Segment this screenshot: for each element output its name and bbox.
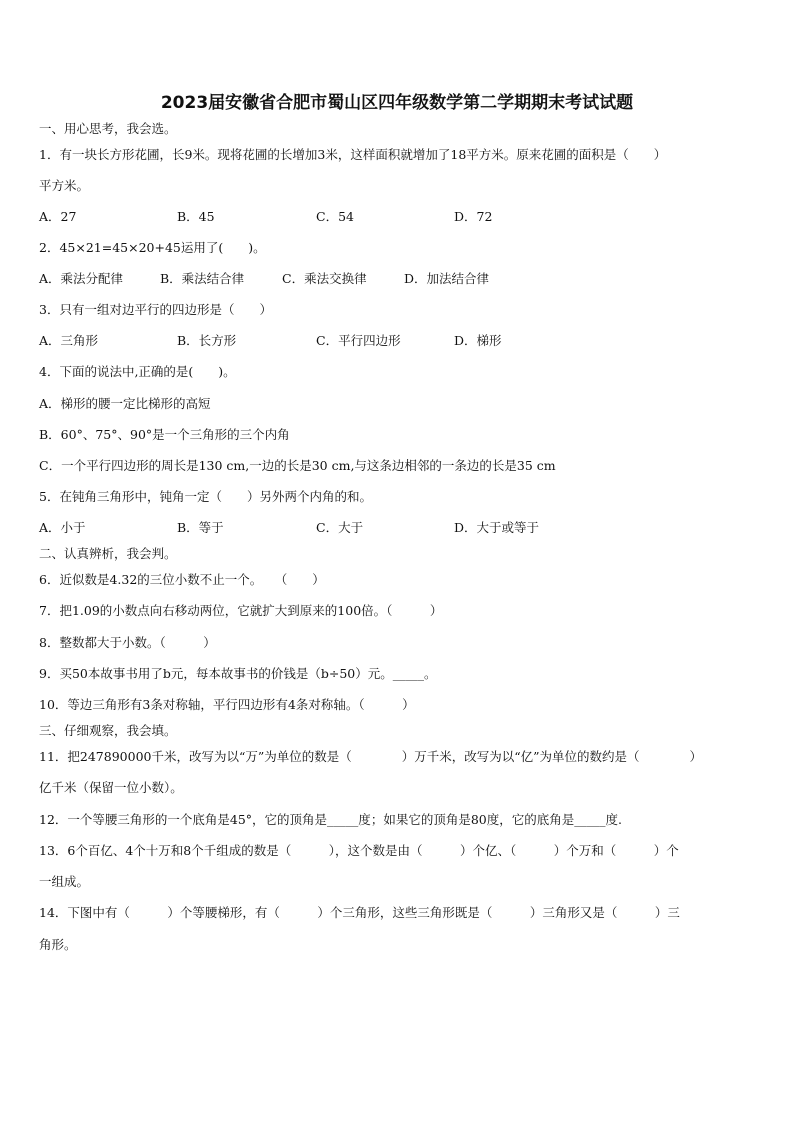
- question-1-option-a: A．27: [39, 209, 77, 224]
- question-1-line-1: 1．有一块长方形花圃，长9米。现将花圃的长增加3米，这样面积就增加了18平方米。原来花圃的面积是（ ）: [39, 147, 667, 162]
- question-5-option-a: A．小于: [39, 520, 86, 535]
- question-2-option-b: B．乘法结合律: [160, 271, 245, 286]
- question-3-option-a: A．三角形: [39, 333, 99, 348]
- question-10: 10．等边三角形有3条对称轴，平行四边形有4条对称轴。（ ）: [39, 697, 415, 712]
- question-5-option-c: C．大于: [316, 520, 364, 535]
- question-13-line-1: 13．6个百亿、4个十万和8个千组成的数是（ ），这个数是由（ ）个亿、（ ）个万和（ ）个: [39, 843, 679, 858]
- question-2-option-c: C．乘法交换律: [282, 271, 367, 286]
- question-7: 7．把1.09的小数点向右移动两位，它就扩大到原来的100倍。（ ）: [39, 603, 443, 618]
- question-9: 9．买50本故事书用了b元，每本故事书的价钱是（b÷50）元。_____。: [39, 666, 437, 681]
- question-2: 2．45×21=45×20+45运用了( )。: [39, 240, 266, 255]
- question-11-line-2: 亿千米（保留一位小数）。: [39, 780, 183, 795]
- question-5-option-d: D．大于或等于: [454, 520, 540, 535]
- question-4-option-c: C．一个平行四边形的周长是130 cm,一边的长是30 cm,与这条边相邻的一条边的长是35 cm: [39, 458, 556, 473]
- question-4: 4．下面的说法中,正确的是( )。: [39, 364, 236, 379]
- section-2-heading: 二、认真辨析，我会判。: [39, 546, 177, 561]
- page-title: 2023届安徽省合肥市蜀山区四年级数学第二学期期末考试试题: [160, 93, 634, 113]
- question-1-line-2: 平方米。: [39, 178, 90, 193]
- question-5-option-b: B．等于: [177, 520, 224, 535]
- question-1-option-d: D．72: [454, 209, 493, 224]
- question-3: 3．只有一组对边平行的四边形是（ ）: [39, 302, 272, 317]
- question-13-line-2: 一组成。: [39, 874, 90, 889]
- section-3-heading: 三、仔细观察，我会填。: [39, 723, 177, 738]
- question-3-option-c: C．平行四边形: [316, 333, 401, 348]
- question-4-option-b: B．60°、75°、90°是一个三角形的三个内角: [39, 427, 290, 442]
- section-1-heading: 一、用心思考，我会选。: [39, 121, 177, 136]
- question-2-option-d: D．加法结合律: [404, 271, 490, 286]
- question-1-option-c: C．54: [316, 209, 354, 224]
- question-11-line-1: 11．把247890000千米，改写为以“万”为单位的数是（ ）万千米，改写为以“亿”为单位的数约是（ ）: [39, 749, 703, 764]
- question-8: 8．整数都大于小数。（ ）: [39, 635, 216, 650]
- question-3-option-b: B．长方形: [177, 333, 237, 348]
- question-3-option-d: D．梯形: [454, 333, 502, 348]
- question-14-line-2: 角形。: [39, 937, 77, 952]
- question-2-option-a: A．乘法分配律: [39, 271, 124, 286]
- question-12: 12．一个等腰三角形的一个底角是45°，它的顶角是_____度；如果它的顶角是80度，它的底角是_____度.: [39, 812, 622, 827]
- question-14-line-1: 14．下图中有（ ）个等腰梯形，有（ ）个三角形，这些三角形既是（ ）三角形又是（ ）三: [39, 905, 680, 920]
- question-4-option-a: A．梯形的腰一定比梯形的高短: [39, 396, 211, 411]
- question-5: 5．在钝角三角形中，钝角一定（ ）另外两个内角的和。: [39, 489, 372, 504]
- question-6: 6．近似数是4.32的三位小数不止一个。 （ ）: [39, 572, 325, 587]
- question-1-option-b: B．45: [177, 209, 215, 224]
